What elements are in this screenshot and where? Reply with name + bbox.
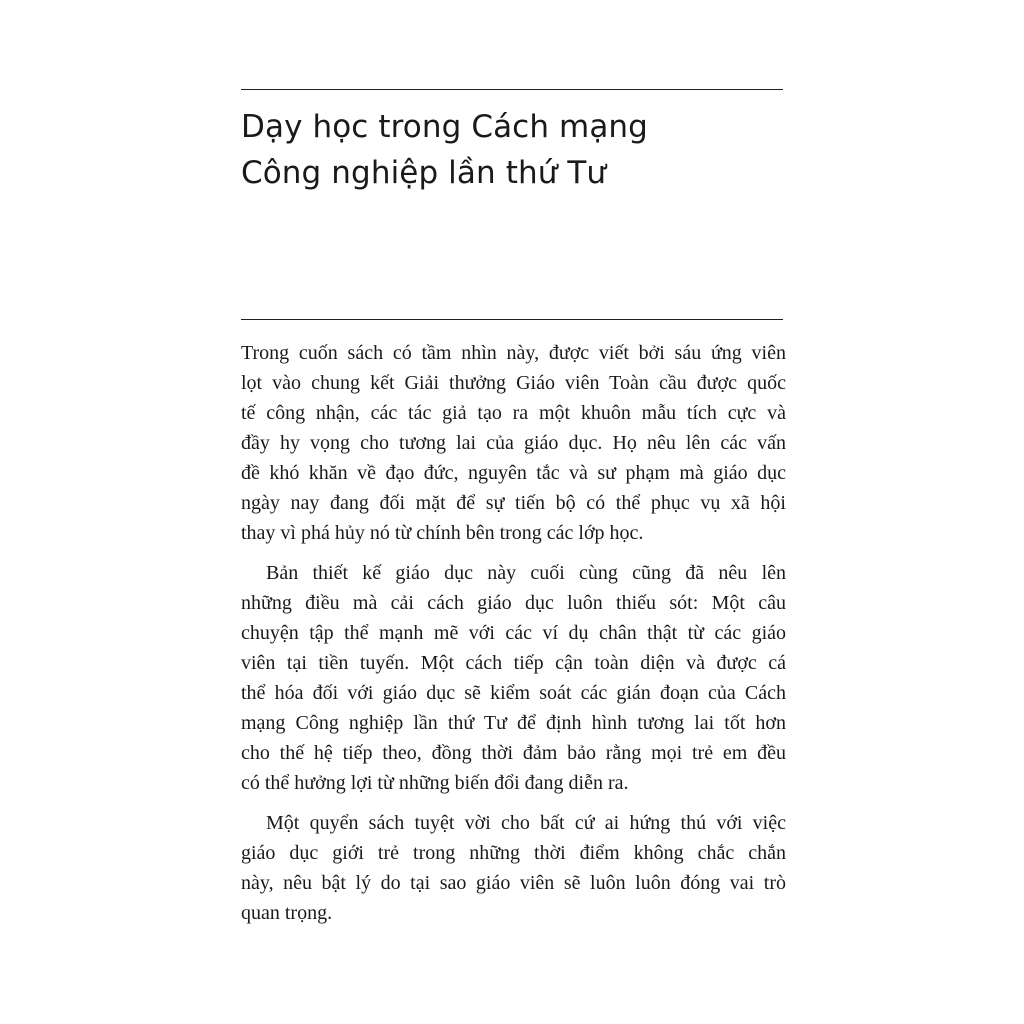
text-line: chuyện tập thể mạnh mẽ với các ví dụ chân thật từ các giáo xyxy=(241,622,786,644)
paragraph-2 xyxy=(241,558,786,798)
text-line: Một quyển sách tuyệt vời cho bất cứ ai hứng thú với việc xyxy=(266,812,786,834)
text-line: quan trọng. xyxy=(241,902,333,924)
paragraph-1 xyxy=(241,338,786,548)
page-title xyxy=(241,104,801,196)
text-line: giáo dục giới trẻ trong những thời điểm không chắc chắn xyxy=(241,842,786,864)
text-line: có thể hưởng lợi từ những biến đổi đang diễn ra. xyxy=(241,772,629,794)
text-line: này, nêu bật lý do tại sao giáo viên sẽ luôn luôn đóng vai trò xyxy=(241,872,786,894)
text-line: Bản thiết kế giáo dục này cuối cùng cũng đã nêu lên xyxy=(266,562,786,584)
text-line: lọt vào chung kết Giải thưởng Giáo viên Toàn cầu được quốc xyxy=(241,372,786,394)
title-line: Dạy học trong Cách mạng xyxy=(241,109,648,145)
text-line: Trong cuốn sách có tầm nhìn này, được viết bởi sáu ứng viên xyxy=(241,342,786,364)
text-line: những điều mà cải cách giáo dục luôn thiếu sót: Một câu xyxy=(241,592,786,614)
text-line: tế công nhận, các tác giả tạo ra một khuôn mẫu tích cực và xyxy=(241,402,786,424)
body-text xyxy=(241,338,786,938)
middle-divider xyxy=(241,319,783,320)
top-divider xyxy=(241,89,783,90)
text-line: thể hóa đối với giáo dục sẽ kiểm soát các gián đoạn của Cách xyxy=(241,682,786,704)
text-line: thay vì phá hủy nó từ chính bên trong các lớp học. xyxy=(241,522,644,544)
text-line: cho thế hệ tiếp theo, đồng thời đảm bảo rằng mọi trẻ em đều xyxy=(241,742,786,764)
paragraph-3 xyxy=(241,808,786,928)
title-line: Công nghiệp lần thứ Tư xyxy=(241,155,607,191)
text-line: viên tại tiền tuyến. Một cách tiếp cận toàn diện và được cá xyxy=(241,652,786,674)
text-line: mạng Công nghiệp lần thứ Tư để định hình tương lai tốt hơn xyxy=(241,712,786,734)
text-line: đề khó khăn về đạo đức, nguyên tắc và sư phạm mà giáo dục xyxy=(241,462,786,484)
text-line: ngày nay đang đối mặt để sự tiến bộ có thể phục vụ xã hội xyxy=(241,492,786,514)
text-line: đầy hy vọng cho tương lai của giáo dục. Họ nêu lên các vấn xyxy=(241,432,786,454)
